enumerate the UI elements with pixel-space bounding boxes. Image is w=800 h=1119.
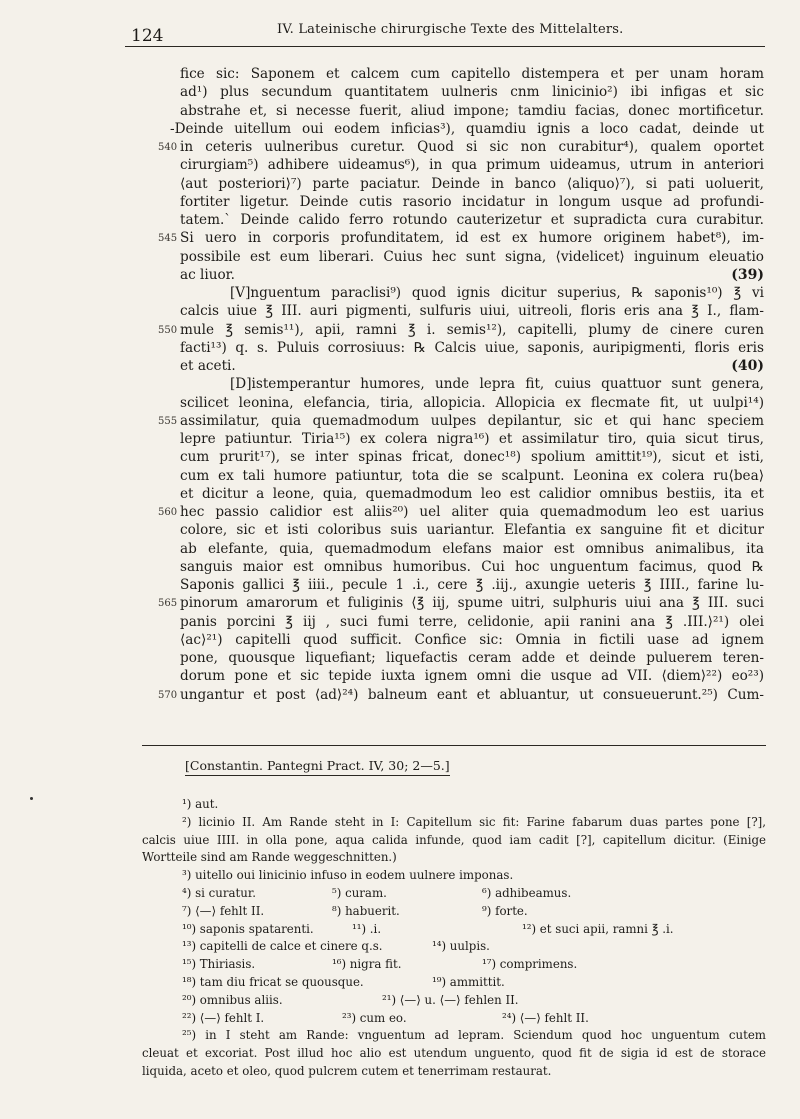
text-line-content: cirurgiam⁵) adhibere uideamus⁶), in qua primum uideamus, utrum in anteriori	[180, 157, 764, 174]
line-number: 570	[158, 689, 178, 701]
text-line	[158, 594, 764, 612]
text-line-content: fice sic: Saponem et calcem cum capitello distempera et per unam horam	[180, 66, 764, 82]
text-line-content: cum ex tali humore patiuntur, tota die se scalpunt. Leonina ex colera ru⟨bea⟩	[180, 467, 764, 484]
text-line-content: possibile est eum liberari. Cuius hec sunt signa, ⟨videlicet⟩ inguinum eleuatio	[180, 248, 764, 265]
text-line	[180, 156, 764, 174]
footnote: ⁸) habuerit.	[332, 903, 400, 918]
text-line	[180, 467, 764, 485]
text-line	[180, 175, 764, 193]
text-line	[158, 686, 764, 704]
footnote: ¹⁰) saponis spatarenti.	[182, 921, 314, 936]
footnote: calcis uiue IIII. in olla pone, aqua calida infunde, quod iam cadit [?], capitellum dicitur. (Einige	[142, 832, 766, 847]
footnote-row	[142, 1010, 766, 1028]
footnote: ⁵) curam.	[332, 885, 387, 900]
text-line-content: [D]istemperantur humores, unde lepra fit, cuius quattuor sunt genera,	[230, 376, 764, 393]
footnote: ⁷) ⟨—⟩ fehlt II.	[182, 903, 265, 918]
footnote-row	[142, 921, 766, 939]
source-reference-underline	[185, 775, 450, 776]
text-line	[180, 357, 764, 375]
text-line-content: cum prurit¹⁷), se inter spinas fricat, donec¹⁸) spolium amittit¹⁹), sicut et isti,	[180, 449, 764, 466]
text-line	[180, 631, 764, 649]
footnote-row	[142, 903, 766, 921]
text-line-content: facti¹³) q. s. Puluis corrosiuus: ℞ Calcis uiue, saponis, auripigmenti, floris eris	[180, 339, 764, 356]
text-line-content: scilicet leonina, elefancia, tiria, allopicia. Allopicia ex flecmate fit, ut uulpi¹⁴)	[180, 394, 764, 411]
text-line-content: et dicitur a leone, quia, quemadmodum leo est calidior omnibus bestiis, ita et	[180, 485, 764, 502]
text-line	[180, 248, 764, 266]
text-line	[158, 229, 764, 247]
footnote: ⁹) forte.	[482, 903, 528, 918]
running-title: IV. Lateinische chirurgische Texte des Mittelalters.	[277, 22, 624, 37]
text-divider-rule	[142, 745, 766, 746]
text-line	[180, 193, 764, 211]
text-line	[180, 394, 764, 412]
text-line	[180, 667, 764, 685]
footnote: ¹⁵) Thiriasis.	[182, 957, 256, 972]
text-line	[180, 521, 764, 539]
footnote: ¹²) et suci apii, ramni ℥ .i.	[522, 921, 674, 936]
text-line-content: in ceteris uulneribus curetur. Quod si sic non curabitur⁴), qualem oportet	[180, 139, 764, 155]
source-reference	[185, 758, 450, 773]
text-line-content: ⟨ac⟩²¹) capitelli quod sufficit. Confice sic: Omnia in fictili uase ad ignem	[180, 631, 764, 648]
footnote: Wortteile sind am Rande weggeschnitten.)	[142, 850, 397, 865]
text-line-content: Si uero in corporis profunditatem, id est ex humore originem habet⁸), im-	[180, 230, 764, 247]
text-line	[180, 266, 764, 284]
text-line	[180, 83, 764, 101]
text-line	[180, 211, 764, 229]
text-line-content: panis porcini ℥ iij , suci fumi terre, celidonie, apii ranini ana ℥ .III.⟩²¹) olei	[180, 613, 764, 630]
text-line	[180, 65, 764, 83]
text-line-content: dorum pone et sic tepide iuxta ignem omni die usque ad VII. ⟨diem⟩²²) eo²³)	[180, 668, 764, 685]
text-line-content: ad¹) plus secundum quantitatem uulneris cnm linicinio²) ibi infigas et sic	[180, 84, 764, 101]
text-line	[158, 321, 764, 339]
text-line	[180, 284, 764, 302]
footnote: ³) uitello oui linicinio infuso in eodem uulnere imponas.	[182, 868, 514, 883]
footnote: ¹⁶) nigra fit.	[332, 957, 402, 972]
footnote: ¹⁹) ammittit.	[432, 974, 505, 989]
line-number: 560	[158, 507, 178, 518]
text-line	[180, 302, 764, 320]
footnote: ⁶) adhibeamus.	[482, 885, 572, 900]
footnote: liquida, aceto et oleo, quod pulcrem cutem et tenerrimam restaurat.	[142, 1063, 552, 1078]
footnote: ¹⁸) tam diu fricat se quousque.	[182, 974, 364, 989]
page-number: 124	[131, 26, 164, 46]
footnote: cleuat et excoriat. Post illud hoc alio est utendum unguento, quod fit de sigia id est de storace	[142, 1046, 766, 1061]
footnote: ²⁰) omnibus aliis.	[182, 992, 283, 1007]
footnote-row	[142, 956, 766, 974]
footnote: ²¹) ⟨—⟩ u. ⟨—⟩ fehlen II.	[382, 992, 519, 1007]
source-reference-text: [Constantin. Pantegni Pract. IV, 30; 2—5.]	[185, 758, 450, 773]
text-line	[180, 649, 764, 667]
footnote-row	[142, 885, 766, 903]
text-line-content: lepre patiuntur. Tiria¹⁵) ex colera nigra¹⁶) et assimilatur tiro, quia sicut tirus,	[180, 431, 764, 447]
line-number: 565	[158, 598, 178, 610]
text-line-content: mule ℥ semis¹¹), apii, ramni ℥ i. semis¹²), capitelli, plumy de cinere curen	[180, 321, 764, 338]
footnote: ²) licinio II. Am Rande steht in I: Capitellum sic fit: Farine fabarum duas partes pone [?],	[182, 814, 766, 829]
page-header	[125, 22, 765, 47]
text-line	[180, 448, 764, 466]
text-line	[180, 485, 764, 503]
footnote-row	[142, 992, 766, 1010]
section-number: (40)	[731, 358, 764, 374]
text-line	[158, 412, 764, 430]
text-line-content: ⟨aut posteriori⟩⁷) parte paciatur. Deinde in banco ⟨aliquo⟩⁷), si pati uoluerit,	[180, 175, 764, 192]
text-line-content: colore, sic et isti coloribus suis uariantur. Elefantia ex sanguine fit et dicitur	[180, 522, 764, 539]
footnote: ²³) cum eo.	[342, 1010, 407, 1025]
footnote: ²²) ⟨—⟩ fehlt I.	[182, 1010, 265, 1025]
text-line-content: ac liuor.	[180, 266, 235, 283]
text-line	[180, 540, 764, 558]
footnote: ²⁴) ⟨—⟩ fehlt II.	[502, 1010, 589, 1025]
footnote-row	[142, 938, 766, 956]
text-line-content: ungantur et post ⟨ad⟩²⁴) balneum eant et abluantur, ut consueuerunt.²⁵) Cum-	[180, 686, 764, 703]
line-number: 550	[158, 324, 178, 336]
margin-speck	[30, 797, 33, 800]
text-line	[180, 102, 764, 120]
text-line-content: ab elefante, quia, quemadmodum elefans maior est omnibus animalibus, ita	[180, 540, 764, 557]
text-line-content: hec passio calidior est aliis²⁰) uel aliter quia quemadmodum leo est uarius	[180, 504, 764, 520]
line-number: 545	[158, 233, 178, 245]
text-line	[180, 576, 764, 594]
text-line-content: pone, quousque liquefiant; liquefactis ceram adde et deinde puluerem teren-	[180, 650, 764, 666]
text-line	[180, 375, 764, 393]
text-line	[180, 430, 764, 448]
text-line-content: Saponis gallici ℥ iiii., pecule 1 .i., cere ℥ .iij., axungie ueteris ℥ IIII., farine lu-	[180, 577, 764, 593]
text-line-content: [V]nguentum paraclisi⁹) quod ignis dicitur superius, ℞ saponis¹⁰) ℥ vi	[230, 285, 764, 301]
footnote: ⁴) si curatur.	[182, 885, 256, 900]
footnote: ²⁵) in I steht am Rande: vnguentum ad lepram. Sciendum quod hoc unguentum cutem	[182, 1028, 766, 1043]
footnote-row	[142, 974, 766, 992]
footnote: ¹⁷) comprimens.	[482, 957, 578, 972]
footnote: ¹¹) .i.	[352, 921, 382, 936]
text-line-content: calcis uiue ℥ III. auri pigmenti, sulfuris uiui, uitreoli, floris eris ana ℥ I., flam-	[180, 303, 764, 320]
footnote: ¹³) capitelli de calce et cinere q.s.	[182, 939, 383, 954]
text-line-content: tatem.` Deinde calido ferro rotundo cauterizetur et supradicta cura curabitur.	[180, 212, 764, 228]
text-line-content: abstrahe et, si necesse fuerit, aliud impone; tamdiu facias, donec mortificetur.	[180, 102, 764, 119]
footnotes-block	[142, 796, 766, 1081]
main-text-block	[158, 65, 764, 704]
footnote: ¹⁴) uulpis.	[432, 939, 490, 954]
text-line	[158, 503, 764, 521]
text-line	[180, 613, 764, 631]
text-line-content: sanguis maior est omnibus humoribus. Cui hoc unguentum facimus, quod ℞	[180, 558, 764, 575]
footnote: ¹) aut.	[182, 797, 219, 811]
text-line	[180, 339, 764, 357]
section-number: (39)	[731, 266, 764, 283]
text-line	[180, 558, 764, 576]
text-line-content: pinorum amarorum et fuliginis ⟨℥ iij, spume uitri, sulphuris uiui ana ℥ III. suci	[180, 595, 764, 612]
text-line-content: et aceti.	[180, 358, 236, 374]
line-number: 555	[158, 415, 178, 427]
line-number: 540	[158, 142, 178, 153]
text-line-content: assimilatur, quia quemadmodum uulpes depilantur, sic et qui hanc speciem	[180, 412, 764, 429]
text-line	[170, 120, 764, 138]
text-line	[158, 138, 764, 156]
text-line-content: -Deinde uitellum oui eodem inficias³), quamdiu ignis a loco cadat, deinde ut	[170, 120, 764, 137]
text-line-content: fortiter ligetur. Deinde cutis rasorio incidatur in longum usque ad profundi-	[180, 193, 764, 210]
